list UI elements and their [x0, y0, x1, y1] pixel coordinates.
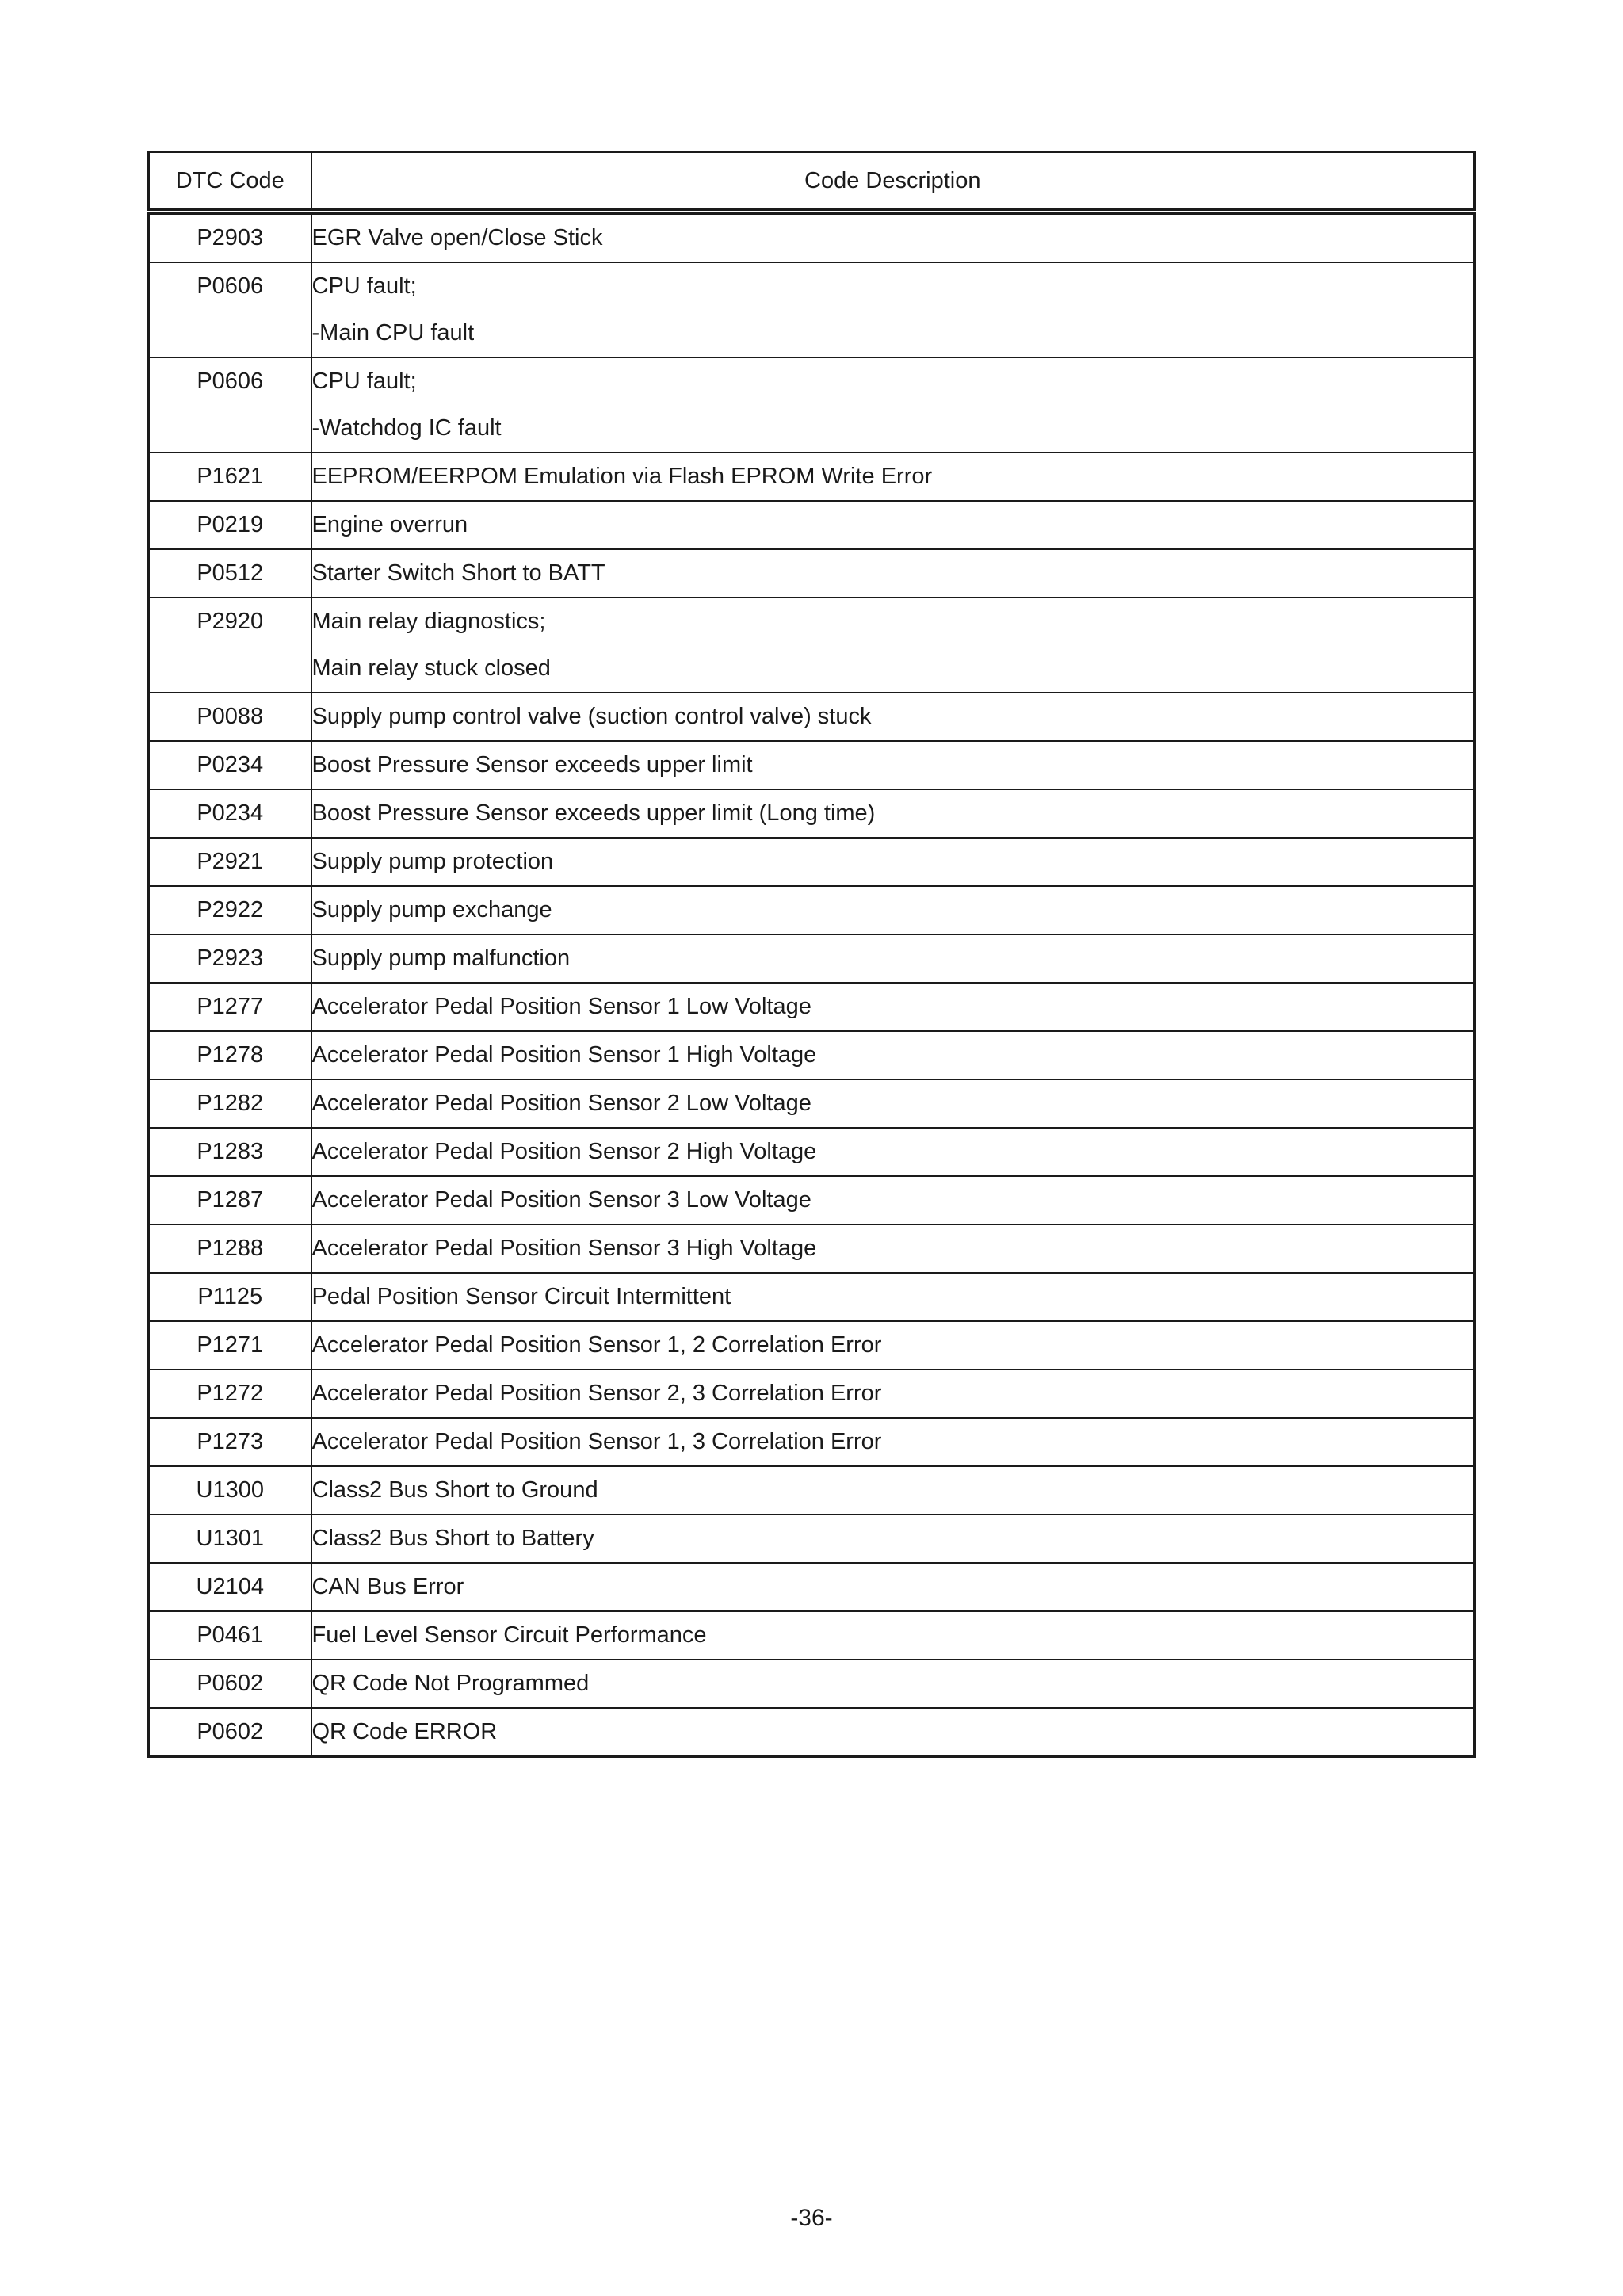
dtc-code-cell: P1621: [149, 453, 311, 501]
description-line: CPU fault;: [311, 273, 417, 299]
table-row: [149, 1079, 1475, 1128]
code-description-cell: [311, 886, 1475, 934]
code-description-cell: [311, 1176, 1475, 1224]
description-line: Accelerator Pedal Position Sensor 1, 3 Correlation Error: [311, 1429, 882, 1454]
dtc-code-table: [147, 151, 1476, 1758]
dtc-code-cell: P0219: [149, 501, 311, 549]
code-description-cell: [311, 838, 1475, 886]
description-line: Pedal Position Sensor Circuit Intermittent: [311, 1284, 731, 1309]
code-description-cell: [311, 262, 1475, 357]
description-line: QR Code ERROR: [311, 1719, 498, 1744]
code-description-cell: [311, 453, 1475, 501]
description-line: Engine overrun: [311, 512, 468, 537]
code-description-cell: [311, 934, 1475, 983]
table-row: [149, 1515, 1475, 1563]
code-description-cell: [311, 1370, 1475, 1418]
code-description-cell: [311, 549, 1475, 598]
dtc-code-cell: P0606: [149, 262, 311, 357]
description-line: QR Code Not Programmed: [311, 1671, 590, 1696]
table-row: [149, 212, 1475, 262]
code-description-cell: [311, 1128, 1475, 1176]
dtc-code-cell: P1272: [149, 1370, 311, 1418]
description-line: Class2 Bus Short to Battery: [311, 1526, 594, 1551]
dtc-code-cell: P0088: [149, 693, 311, 741]
description-line: Boost Pressure Sensor exceeds upper limit: [311, 752, 753, 777]
dtc-table-body: [149, 212, 1475, 1757]
code-description-column-header: Code Description: [311, 152, 1475, 212]
table-header-row: [149, 152, 1475, 212]
description-line: Accelerator Pedal Position Sensor 2 Low Voltage: [311, 1091, 812, 1116]
dtc-code-cell: P0234: [149, 789, 311, 838]
table-row: [149, 1563, 1475, 1611]
table-row: [149, 598, 1475, 693]
description-line: Main relay diagnostics;: [311, 609, 546, 634]
table-row: [149, 1370, 1475, 1418]
dtc-code-cell: P0512: [149, 549, 311, 598]
dtc-code-cell: U2104: [149, 1563, 311, 1611]
table-row: [149, 1031, 1475, 1079]
code-description-cell: [311, 598, 1475, 693]
page-number: -36-: [790, 2205, 833, 2231]
code-description-cell: [311, 741, 1475, 789]
dtc-code-cell: P1273: [149, 1418, 311, 1466]
description-line: Accelerator Pedal Position Sensor 1 High Voltage: [311, 1042, 817, 1068]
dtc-code-cell: P0461: [149, 1611, 311, 1660]
table-row: [149, 1660, 1475, 1708]
description-line: Accelerator Pedal Position Sensor 2 High Voltage: [311, 1139, 817, 1164]
description-line: Fuel Level Sensor Circuit Performance: [311, 1622, 707, 1648]
dtc-code-cell: P2903: [149, 212, 311, 262]
description-line: Main relay stuck closed: [311, 655, 551, 681]
table-row: [149, 1321, 1475, 1370]
table-row: [149, 789, 1475, 838]
description-line: Accelerator Pedal Position Sensor 1, 2 Correlation Error: [311, 1332, 882, 1358]
code-description-cell: [311, 1418, 1475, 1466]
code-description-cell: [311, 1079, 1475, 1128]
dtc-code-cell: P2921: [149, 838, 311, 886]
description-line: Class2 Bus Short to Ground: [311, 1477, 598, 1503]
table-row: [149, 1708, 1475, 1757]
dtc-code-cell: P0602: [149, 1660, 311, 1708]
description-line: Accelerator Pedal Position Sensor 3 Low Voltage: [311, 1187, 812, 1213]
table-row: [149, 693, 1475, 741]
table-row: [149, 983, 1475, 1031]
code-description-cell: [311, 1273, 1475, 1321]
table-row: [149, 262, 1475, 357]
dtc-code-cell: P2923: [149, 934, 311, 983]
description-line: CAN Bus Error: [311, 1574, 464, 1599]
dtc-code-cell: P1271: [149, 1321, 311, 1370]
dtc-code-cell: P1283: [149, 1128, 311, 1176]
dtc-code-cell: P0602: [149, 1708, 311, 1757]
description-line: Supply pump malfunction: [311, 946, 571, 971]
description-line: Accelerator Pedal Position Sensor 1 Low Voltage: [311, 994, 812, 1019]
code-description-cell: [311, 357, 1475, 453]
dtc-code-cell: P1278: [149, 1031, 311, 1079]
code-description-cell: [311, 983, 1475, 1031]
table-row: [149, 453, 1475, 501]
code-description-cell: [311, 1563, 1475, 1611]
code-description-cell: [311, 1466, 1475, 1515]
dtc-code-cell: P0606: [149, 357, 311, 453]
code-description-cell: [311, 1031, 1475, 1079]
code-description-cell: [311, 1611, 1475, 1660]
dtc-code-cell: P2922: [149, 886, 311, 934]
dtc-code-cell: P2920: [149, 598, 311, 693]
dtc-code-cell: P1125: [149, 1273, 311, 1321]
dtc-code-column-header: DTC Code: [149, 152, 311, 212]
table-row: [149, 886, 1475, 934]
description-line: Supply pump control valve (suction control valve) stuck: [311, 704, 872, 729]
description-line: Starter Switch Short to BATT: [311, 560, 605, 586]
code-description-cell: [311, 1660, 1475, 1708]
table-row: [149, 1176, 1475, 1224]
code-description-cell: [311, 1224, 1475, 1273]
table-row: [149, 549, 1475, 598]
table-row: [149, 501, 1475, 549]
table-row: [149, 934, 1475, 983]
table-row: [149, 1611, 1475, 1660]
table-row: [149, 1466, 1475, 1515]
code-description-cell: [311, 212, 1475, 262]
dtc-code-cell: P1277: [149, 983, 311, 1031]
table-row: [149, 838, 1475, 886]
table-row: [149, 1273, 1475, 1321]
dtc-code-cell: P1287: [149, 1176, 311, 1224]
code-description-cell: [311, 501, 1475, 549]
description-line: Accelerator Pedal Position Sensor 3 High Voltage: [311, 1236, 817, 1261]
description-line: Accelerator Pedal Position Sensor 2, 3 Correlation Error: [311, 1381, 882, 1406]
dtc-code-cell: U1301: [149, 1515, 311, 1563]
table-row: [149, 741, 1475, 789]
table-row: [149, 1224, 1475, 1273]
description-line: Supply pump exchange: [311, 897, 552, 923]
description-line: -Watchdog IC fault: [311, 415, 502, 441]
code-description-cell: [311, 693, 1475, 741]
description-line: EEPROM/EERPOM Emulation via Flash EPROM Write Error: [311, 464, 933, 489]
code-description-cell: [311, 789, 1475, 838]
description-line: EGR Valve open/Close Stick: [311, 225, 603, 250]
description-line: Supply pump protection: [311, 849, 554, 874]
dtc-code-cell: U1300: [149, 1466, 311, 1515]
dtc-code-cell: P1288: [149, 1224, 311, 1273]
description-line: -Main CPU fault: [311, 320, 475, 346]
description-line: CPU fault;: [311, 369, 417, 394]
code-description-cell: [311, 1321, 1475, 1370]
code-description-cell: [311, 1708, 1475, 1757]
code-description-cell: [311, 1515, 1475, 1563]
table-row: [149, 1128, 1475, 1176]
table-header: [149, 152, 1475, 212]
dtc-code-cell: P0234: [149, 741, 311, 789]
dtc-code-cell: P1282: [149, 1079, 311, 1128]
description-line: Boost Pressure Sensor exceeds upper limit (Long time): [311, 800, 876, 826]
table-row: [149, 1418, 1475, 1466]
table-row: [149, 357, 1475, 453]
